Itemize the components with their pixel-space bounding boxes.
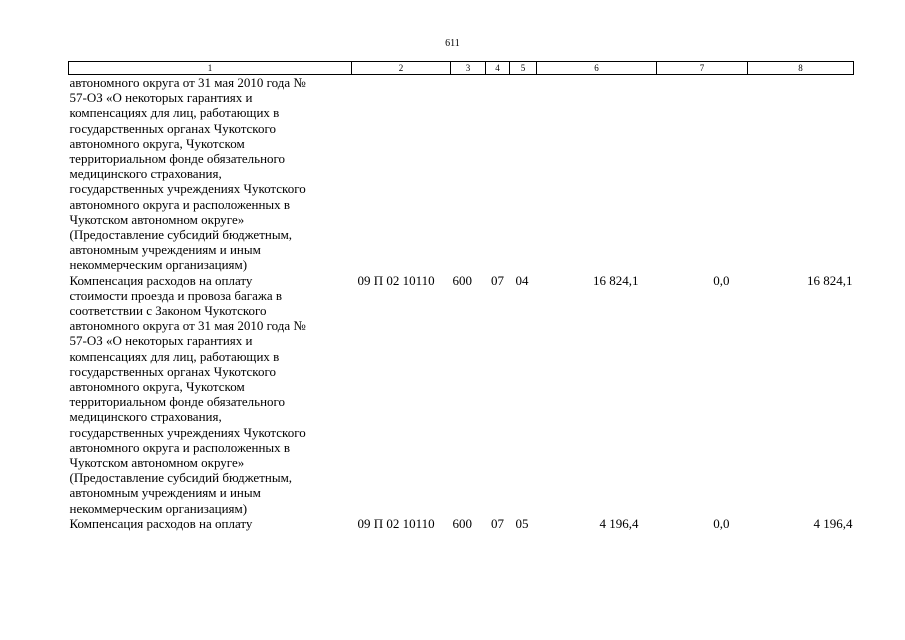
header-col-8: 8 — [748, 62, 854, 75]
table-body — [69, 75, 854, 532]
row-amount-col8 — [748, 75, 854, 273]
header-col-1: 1 — [69, 62, 352, 75]
header-col-6: 6 — [537, 62, 657, 75]
row-code — [352, 75, 451, 273]
row-description: Компенсация расходов на оплату — [69, 515, 253, 531]
row-amount-col8: 16 824,1 — [807, 272, 853, 288]
row-section: 07 — [491, 272, 504, 288]
row-amount-col7: 0,0 — [713, 272, 730, 288]
page-number: 611 — [445, 38, 460, 49]
table-header — [69, 62, 854, 75]
header-col-5: 5 — [510, 62, 537, 75]
row-section — [486, 75, 510, 273]
row-amount-col8: 4 196,4 — [813, 515, 853, 531]
row-subsection: 05 — [515, 515, 529, 531]
row-description: Компенсация расходов на оплату стоимости проезда и провоза багажа в соответствии с Законом Чукотского автономного округа от 31 мая 2010 года № 57-ОЗ «О некоторых гарантиях и компенсациях для лиц, работающих в государственных органах Чукотского автономного округа, Чукотском территориальном фонде обязательного медицинского страхования, государственных учреждениях Чукотского автономного округа и расположенных в Чукотском автономном округе» (Предоставление субсидий бюджетным, автономным учреждениям и иным некоммерческим организациям) — [69, 272, 306, 516]
row-code: 09 П 02 10110 — [357, 272, 435, 288]
table-row — [69, 273, 854, 516]
table-row — [69, 516, 854, 531]
row-amount-col6 — [537, 75, 657, 273]
row-subsection: 04 — [515, 272, 529, 288]
header-col-4: 4 — [486, 62, 510, 75]
header-col-3: 3 — [451, 62, 486, 75]
row-description: автономного округа от 31 мая 2010 года № 57-ОЗ «О некоторых гарантиях и компенсациях для лиц, работающих в государственных органах Чукотского автономного округа, Чукотском территориальном фонде обязательного медицинского страхования, государственных учреждениях Чукотского автономного округа и расположенных в Чукотском автономном округе» (Предоставление субсидий бюджетным, автономным учреждениям и иным некоммерческим организациям) — [69, 75, 306, 273]
row-section: 07 — [491, 515, 504, 531]
row-type — [451, 75, 486, 273]
row-subsection — [510, 75, 537, 273]
row-type: 600 — [452, 272, 472, 288]
row-amount-col6: 4 196,4 — [599, 515, 639, 531]
header-col-2: 2 — [352, 62, 451, 75]
row-type: 600 — [452, 515, 472, 531]
budget-table — [68, 61, 854, 531]
header-row — [69, 62, 854, 75]
row-amount-col7: 0,0 — [713, 515, 730, 531]
row-amount-col6: 16 824,1 — [593, 272, 639, 288]
row-code: 09 П 02 10110 — [357, 515, 435, 531]
header-col-7: 7 — [657, 62, 748, 75]
table-row — [69, 75, 854, 273]
row-amount-col7 — [657, 75, 748, 273]
